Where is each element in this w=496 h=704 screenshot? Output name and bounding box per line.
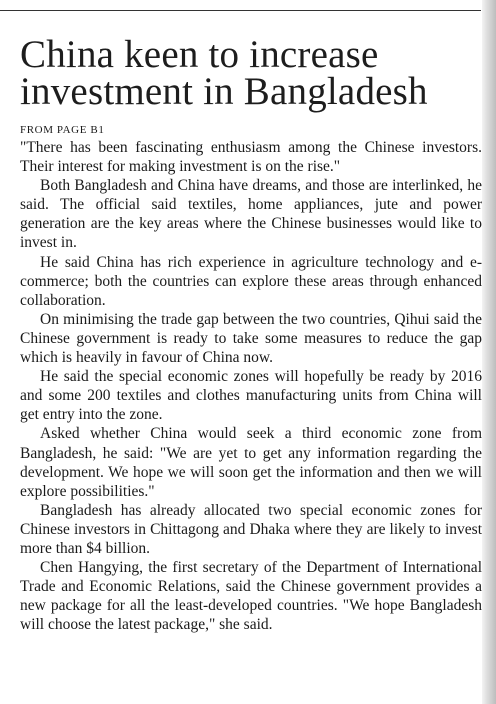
article-body [20,138,482,634]
paragraph-1: "There has been fascinating enthusiasm among the Chinese investors. Their interest for making investment is on the rise." [20,139,482,176]
headline-line-2: investment in Bangladesh [20,70,428,113]
headline-line-1: China keen to increase [20,33,379,76]
paragraph-6: Asked whether China would seek a third economic zone from Bangladesh, he said: "We are yet to get any information regarding the development. We hope we will soon get the information and then we will explore possibilities." [20,425,482,500]
paragraph-8: Chen Hangying, the first secretary of the Department of International Trade and Economic Relations, said the Chinese government provides a new package for all the least-developed countries. "We hope Bangladesh will choose the latest package," she said. [20,559,482,634]
paragraph-2: Both Bangladesh and China have dreams, and those are interlinked, he said. The official said textiles, home appliances, jute and power generation are the key areas where the Chinese businesses would like to invest in. [20,177,482,252]
paragraph-7: Bangladesh has already allocated two special economic zones for Chinese investors in Chittagong and Dhaka where they are likely to invest more than $4 billion. [20,501,482,557]
headline [20,33,482,113]
jump-label: FROM PAGE B1 [20,124,105,136]
paragraph-4: On minimising the trade gap between the two countries, Qihui said the Chinese government is ready to take some measures to reduce the gap which is heavily in favour of China now. [20,310,482,367]
page-edge-shadow [482,0,496,704]
article [20,33,482,634]
paragraph-5: He said the special economic zones will hopefully be ready by 2016 and some 200 textiles and clothes manufacturing units from China will get entry into the zone. [20,368,482,424]
paragraph-3: He said China has rich experience in agriculture technology and e-commerce; both the countries can explore these areas through enhanced collaboration. [20,253,482,309]
top-rule [0,10,481,11]
